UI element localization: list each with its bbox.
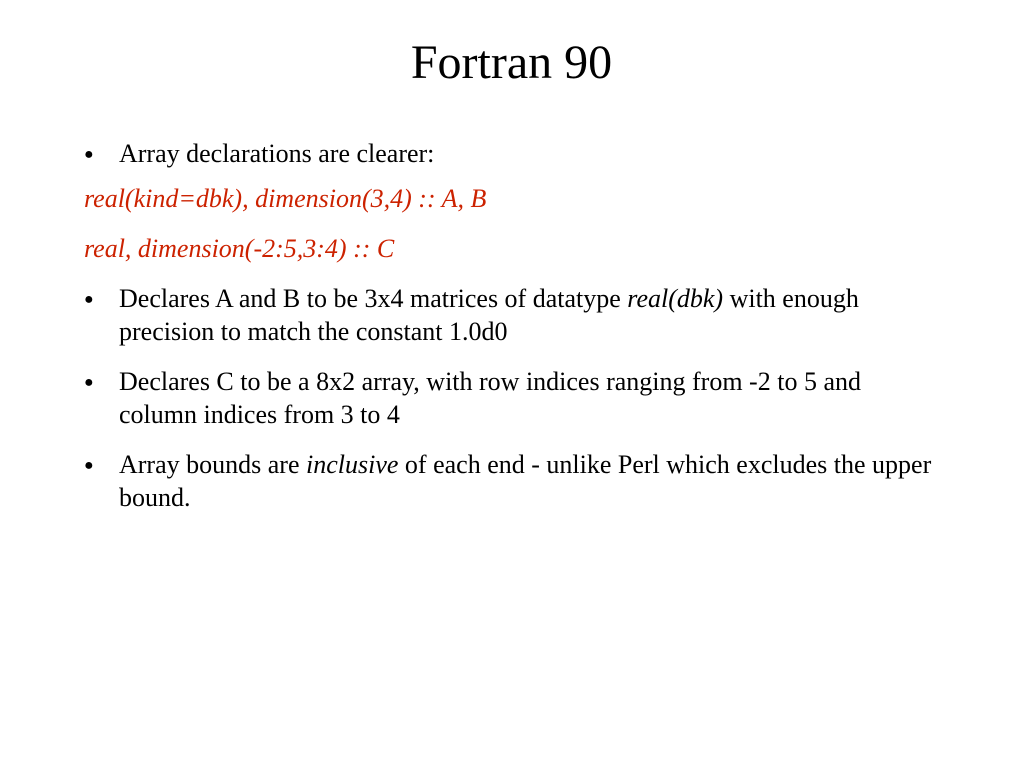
bullet-icon: ● (84, 146, 94, 163)
bullet-icon: ● (84, 374, 94, 391)
bullet-text: Array declarations are clearer: (119, 139, 435, 168)
bullet-icon: ● (84, 457, 94, 474)
bullet-emphasis: real(dbk) (627, 284, 724, 313)
bullet-text: Array bounds are (119, 450, 306, 479)
bullet-item (84, 448, 944, 514)
bullet-text: of each end - unlike Perl which excludes the upper bound. (119, 450, 932, 512)
bullet-item (84, 282, 944, 348)
bullet-text: Declares C to be a 8x2 array, with row indices ranging from -2 to 5 and column indices from 3 to 4 (119, 367, 861, 429)
code-line: real(kind=dbk), dimension(3,4) :: A, B (84, 184, 487, 213)
bullet-text: with enough precision to match the constant 1.0d0 (119, 284, 859, 346)
bullet-emphasis: inclusive (306, 450, 399, 479)
bullet-item (84, 137, 944, 170)
bullet-icon: ● (84, 291, 94, 308)
slide-content (84, 137, 944, 514)
bullet-item (84, 365, 944, 431)
bullet-text: Declares A and B to be 3x4 matrices of datatype (119, 284, 628, 313)
code-line: real, dimension(-2:5,3:4) :: C (84, 234, 395, 263)
slide-title: Fortran 90 (410, 36, 613, 89)
